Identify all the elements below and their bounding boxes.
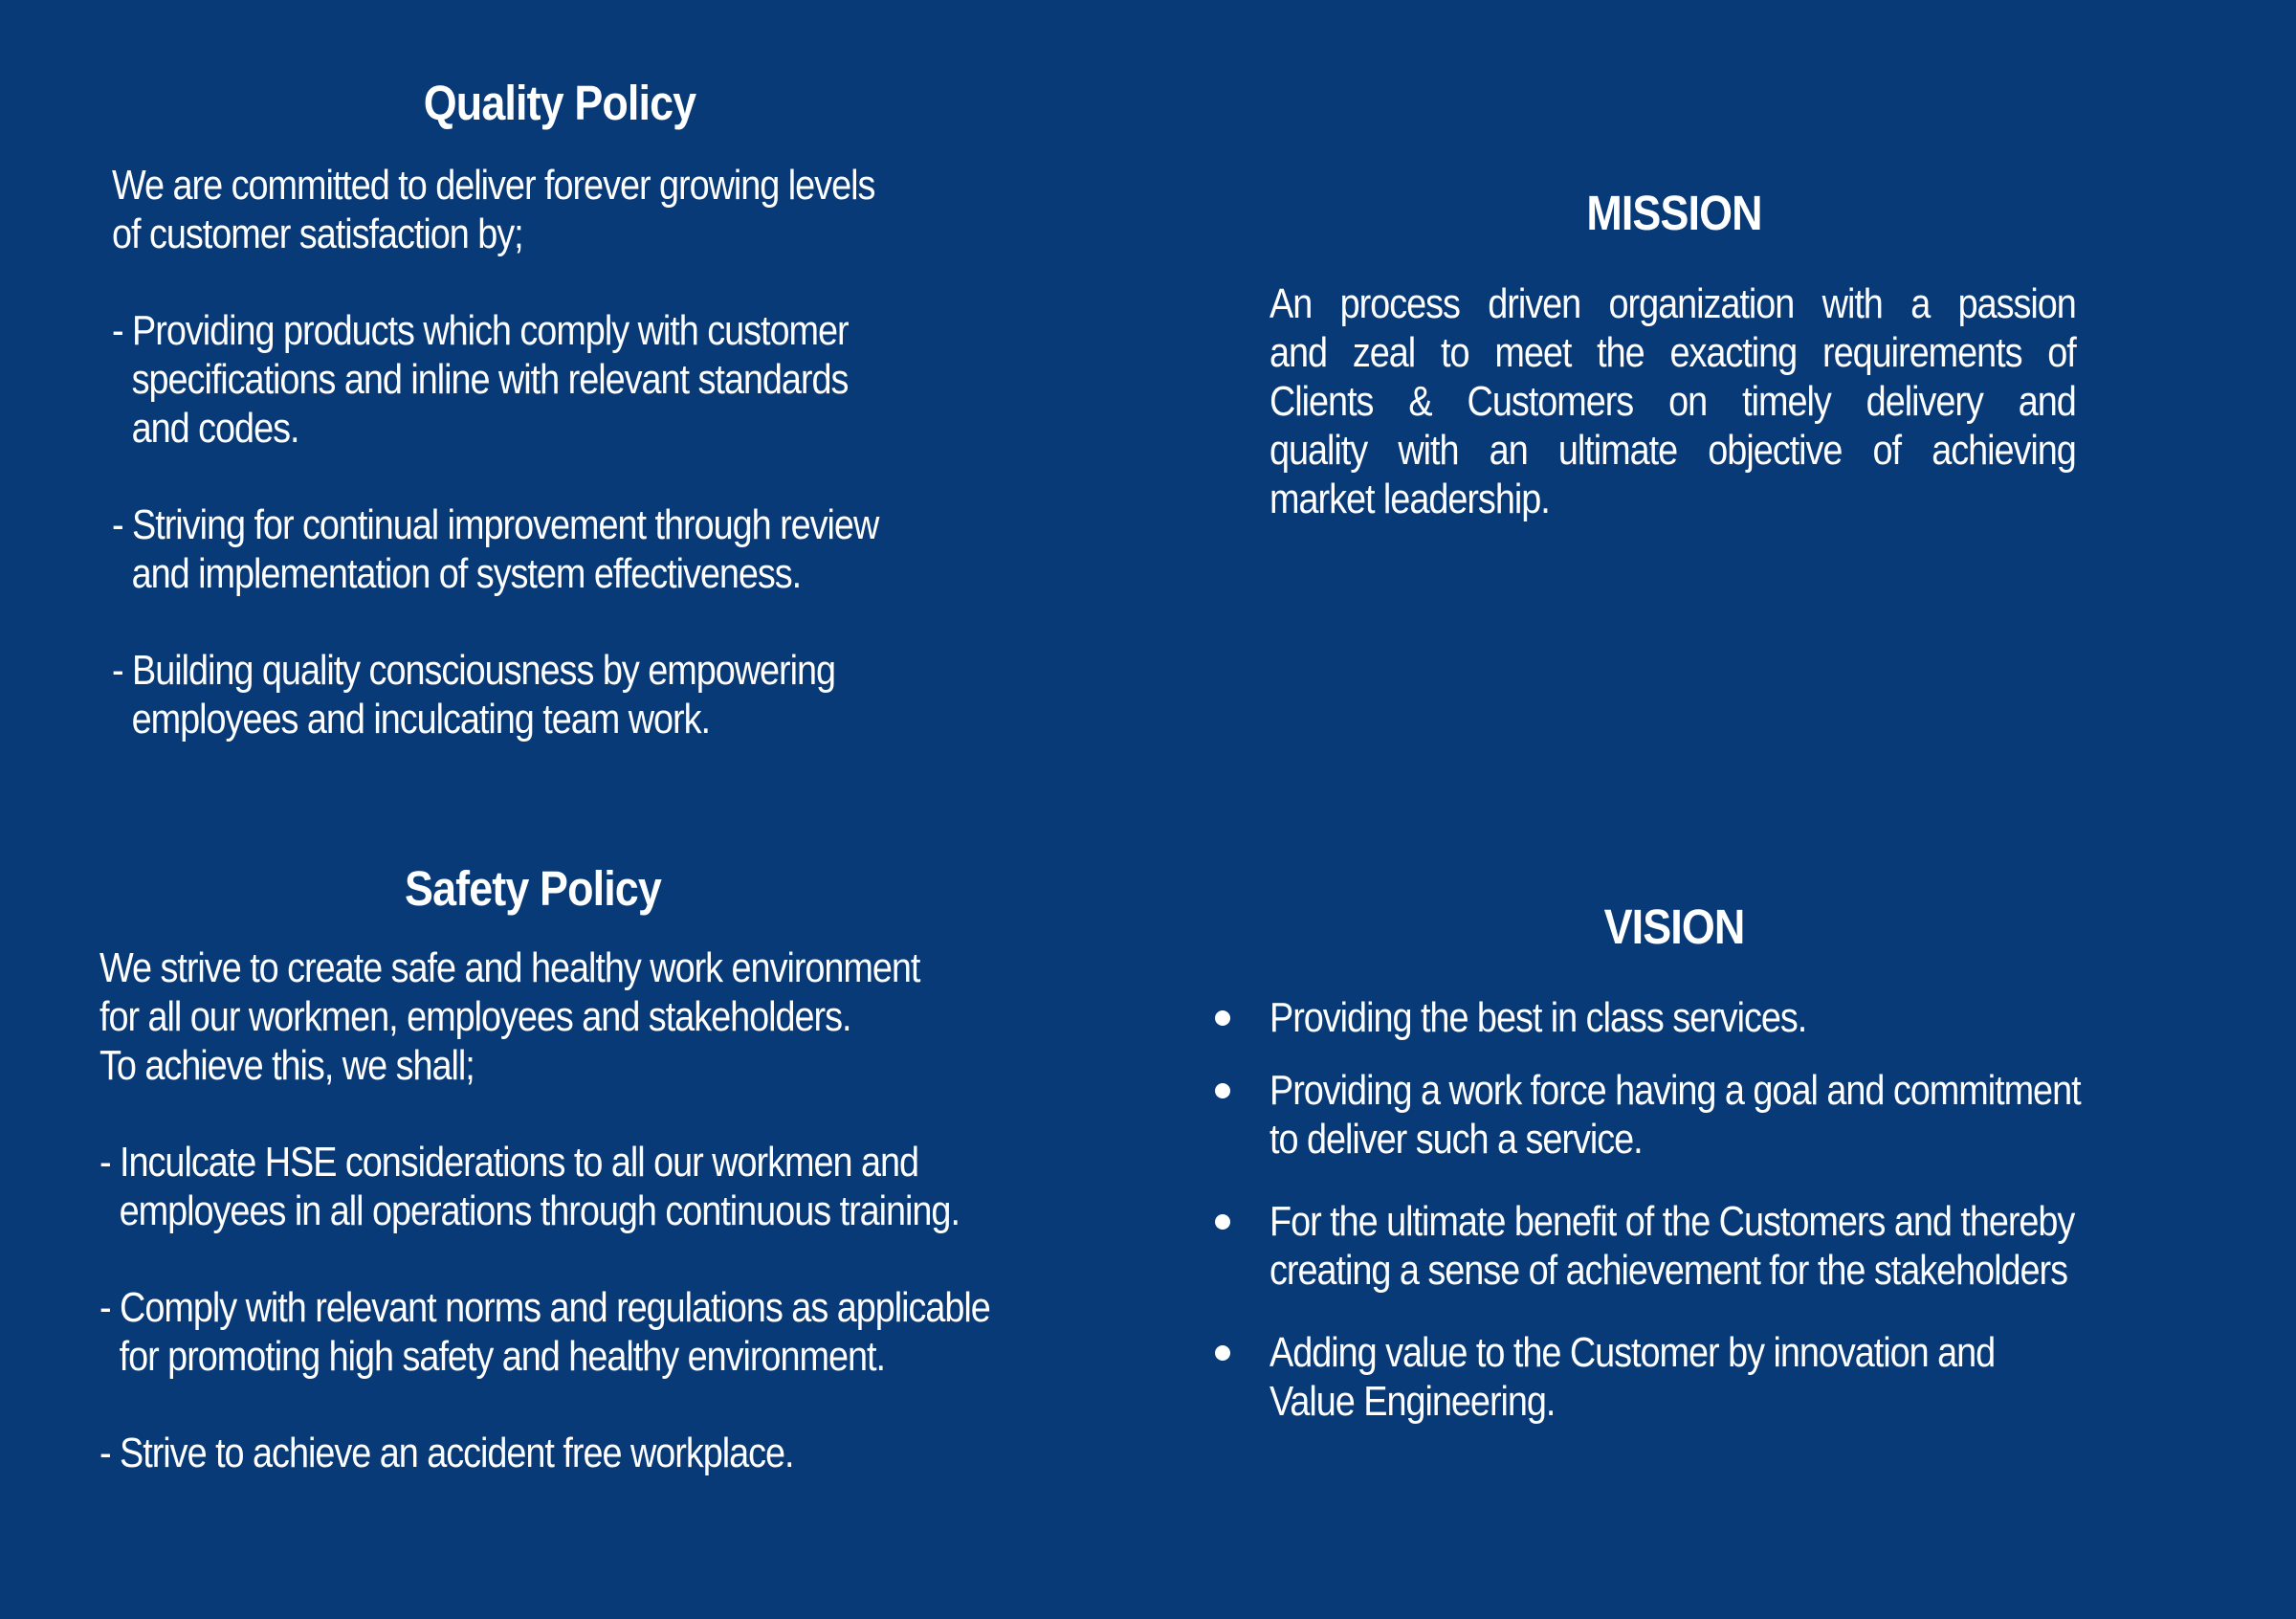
bullet-icon [1215, 1010, 1230, 1026]
vision-list-item [1215, 1197, 2213, 1328]
vision-list-item [1215, 1328, 2213, 1433]
vision-item-line: Adding value to the Customer by innovation and [1269, 1329, 1996, 1376]
quality-policy-intro-line: We are committed to deliver forever growing levels [112, 162, 875, 209]
quality-policy-title: Quality Policy [423, 76, 696, 130]
quality-policy-point-line: specifications and inline with relevant standards [131, 356, 849, 403]
quality-policy-point-line: employees and inculcating team work. [131, 696, 711, 743]
safety-policy-intro-line: To achieve this, we shall; [99, 1042, 475, 1089]
safety-policy-point-line: - Inculcate HSE considerations to all our workmen and [99, 1139, 919, 1186]
quality-policy-point-line: and implementation of system effectiveness. [131, 550, 802, 597]
safety-policy-point-line: for promoting high safety and healthy environment. [119, 1333, 885, 1380]
vision-list-item [1215, 1066, 2213, 1197]
safety-policy-title: Safety Policy [405, 861, 661, 916]
bullet-icon [1215, 1083, 1230, 1098]
safety-policy-point-line: - Comply with relevant norms and regulations as applicable [99, 1284, 990, 1331]
mission-line: market leadership. [1269, 476, 1550, 522]
mission-body [1269, 279, 2076, 523]
quality-policy-point-line: - Building quality consciousness by empowering [112, 647, 836, 694]
mission-line: and zeal to meet the exacting requirements of [1269, 329, 2076, 376]
vision-title: VISION [1603, 899, 1745, 954]
safety-policy-intro-line: We strive to create safe and healthy work environment [99, 944, 920, 991]
vision-list [1215, 993, 2213, 1433]
vision-item-line: creating a sense of achievement for the stakeholders [1269, 1247, 2067, 1294]
mission-title: MISSION [1586, 186, 1762, 240]
safety-policy-point-line: employees in all operations through continuous training. [119, 1187, 960, 1234]
quality-policy-body [112, 161, 878, 743]
quality-policy-point-line: and codes. [131, 405, 299, 452]
quality-policy-point-line: - Striving for continual improvement through review [112, 501, 879, 548]
bullet-icon [1215, 1345, 1230, 1361]
safety-policy-point-line: - Strive to achieve an accident free workplace. [99, 1430, 794, 1476]
vision-list-item [1215, 993, 2213, 1066]
mission-line: Clients & Customers on timely delivery and [1269, 378, 2076, 425]
quality-policy-intro-line: of customer satisfaction by; [112, 211, 523, 257]
bullet-icon [1215, 1214, 1230, 1230]
quality-policy-point-line: - Providing products which comply with customer [112, 307, 849, 354]
vision-item-line: Providing the best in class services. [1269, 994, 1807, 1041]
vision-item-line: to deliver such a service. [1269, 1116, 1643, 1163]
mission-line: quality with an ultimate objective of achieving [1269, 427, 2076, 474]
safety-policy-body [99, 943, 990, 1477]
vision-item-line: Value Engineering. [1269, 1378, 1556, 1425]
mission-line: An process driven organization with a passion [1269, 280, 2076, 327]
safety-policy-intro-line: for all our workmen, employees and stakeholders. [99, 993, 851, 1040]
vision-item-line: Providing a work force having a goal and commitment [1269, 1067, 2081, 1114]
vision-item-line: For the ultimate benefit of the Customers and thereby [1269, 1198, 2075, 1245]
